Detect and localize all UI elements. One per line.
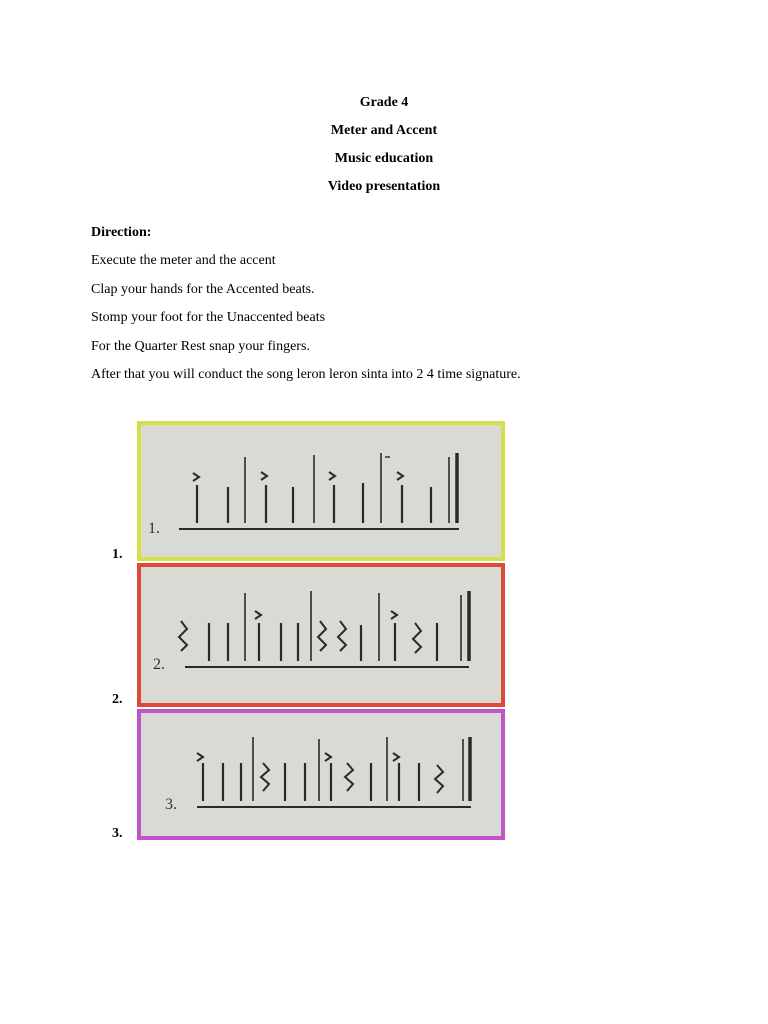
- direction-line-5: After that you will conduct the song leron leron sinta into 2 4 time signature.: [91, 367, 521, 382]
- direction-line-4: For the Quarter Rest snap your fingers.: [91, 338, 310, 354]
- rhythm-notation-3: [141, 713, 501, 836]
- exercise-2-label: 2.: [153, 656, 165, 673]
- exercise-1-label: 1.: [148, 520, 160, 537]
- direction-heading: Direction:: [91, 225, 152, 240]
- exercise-1-number: 1.: [112, 547, 123, 562]
- direction-line-3: Stomp your foot for the Unaccented beats: [91, 310, 326, 325]
- document-header: [0, 92, 768, 204]
- topic-title: Meter and Accent: [330, 123, 438, 138]
- exercise-3-image: [137, 709, 505, 840]
- exercise-3-label: 3.: [165, 796, 177, 813]
- direction-line-2: Clap your hands for the Accented beats.: [91, 281, 315, 297]
- grade-title: Grade 4: [359, 95, 409, 110]
- directions-section: [91, 222, 521, 393]
- exercise-2-image: [137, 563, 505, 707]
- exercise-3-number: 3.: [112, 826, 123, 841]
- exercise-1-image: [137, 421, 505, 561]
- rhythm-notation-2: [141, 567, 501, 703]
- exercise-2-number: 2.: [112, 692, 123, 707]
- direction-line-1: Execute the meter and the accent: [91, 253, 276, 268]
- subject-title: Music education: [334, 151, 434, 166]
- format-title: Video presentation: [327, 179, 441, 194]
- rhythm-notation-1: [141, 425, 501, 557]
